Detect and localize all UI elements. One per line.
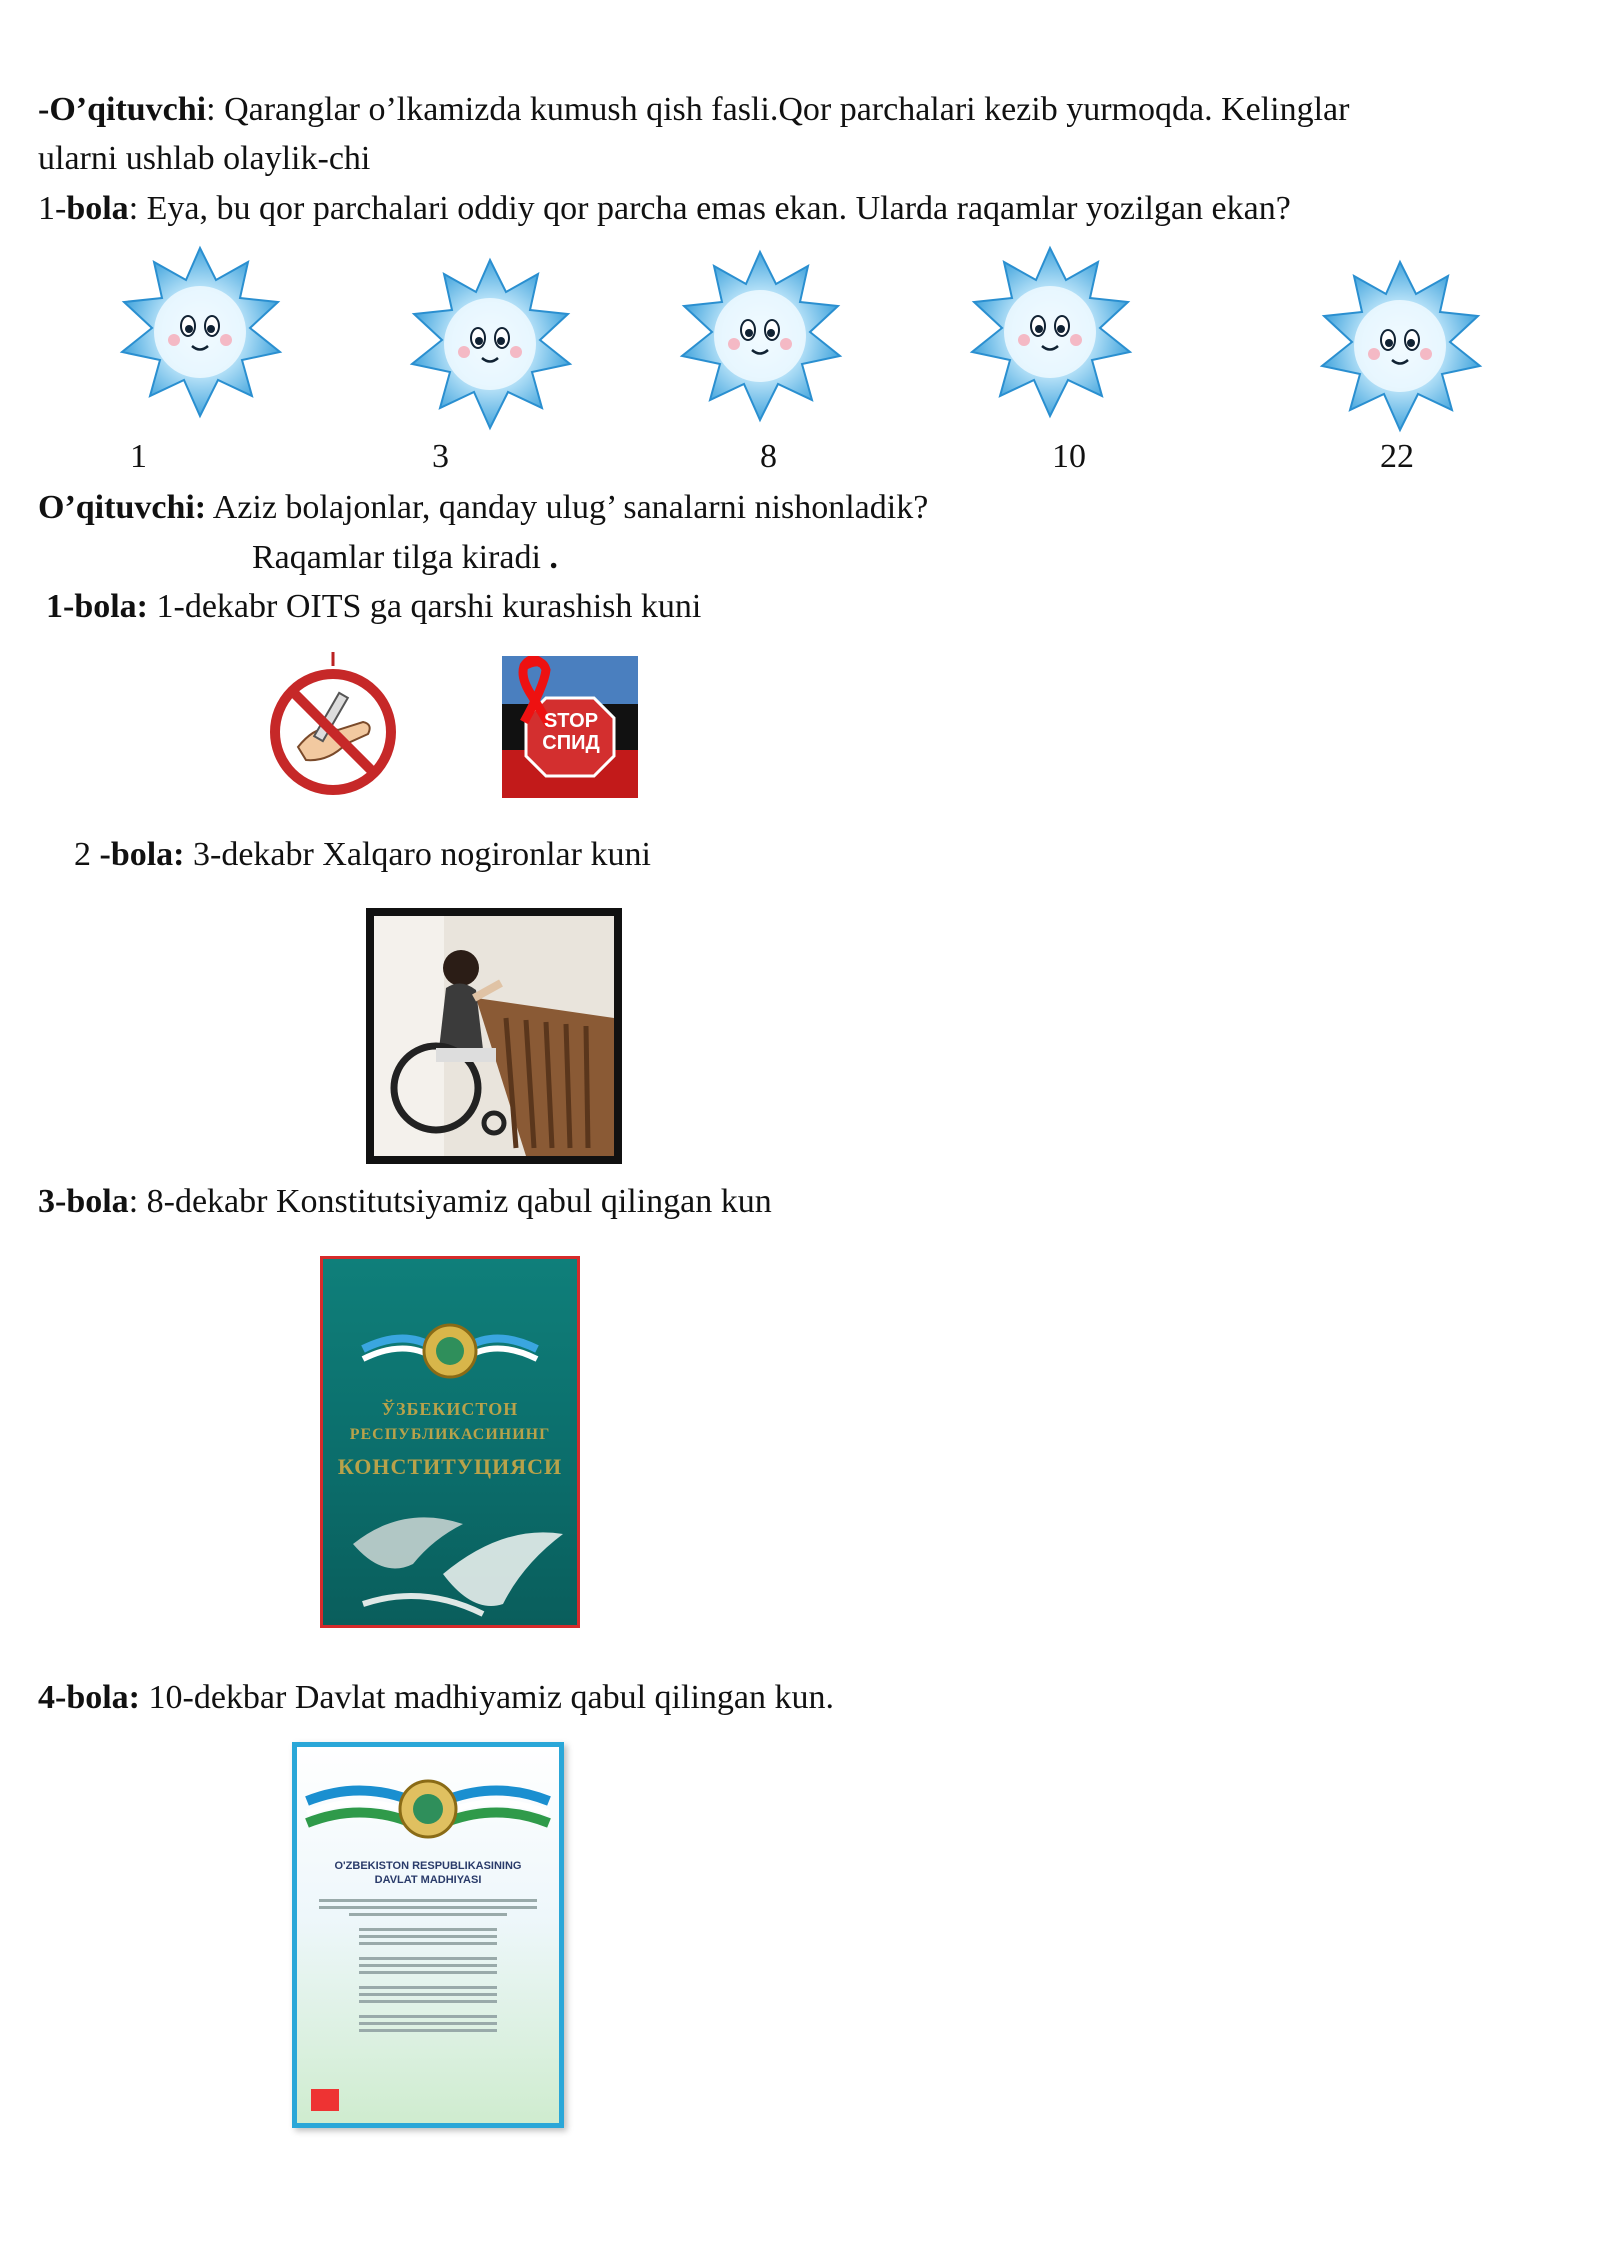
emblem-icon	[323, 1289, 577, 1409]
speaker-teacher: O’qituvchi:	[38, 489, 207, 526]
speaker-teacher: -O’qituvchi	[38, 91, 207, 128]
teacher-intro-line-1: -O’qituvchi: Qaranglar o’lkamizda kumush qish fasli.Qor parchalari kezib yurmoqda. Kelinglar	[38, 91, 1350, 128]
speaker-child: 4-bola:	[38, 1679, 140, 1716]
flag-emblem-icon	[297, 1761, 559, 1851]
child-line-aids-day: 1-bola: 1-dekabr OITS ga qarshi kurashish kuni	[46, 588, 702, 625]
teacher-question-line-1: O’qituvchi: Aziz bolajonlar, qanday ulug’ sanalarni nishonladik?	[38, 489, 929, 526]
teacher-intro-line-2: ularni ushlab olaylik-chi	[38, 140, 371, 177]
snowflake-number: 10	[1052, 438, 1086, 475]
constitution-title: ЎЗБЕКИСТОН РЕСПУБЛИКАСИНИНГ КОНСТИТУЦИЯСИ	[337, 1399, 563, 1479]
speaker-child: -bola:	[99, 836, 185, 873]
constitution-book-cover	[320, 1256, 580, 1628]
speaker-child: 1-bola:	[46, 588, 148, 625]
snowflake-icon	[1308, 254, 1493, 439]
snowflake-number: 8	[760, 438, 777, 475]
snowflake-icon	[668, 244, 853, 429]
anthem-title: O'ZBEKISTON RESPUBLIKASINING DAVLAT MADHIYASI	[334, 1860, 522, 1886]
publisher-logo-icon	[311, 2089, 339, 2111]
speaker-child: bola	[66, 190, 129, 227]
birds-artwork	[323, 1484, 577, 1624]
child-line-disability-day: 2 -bola: 3-dekabr Xalqaro nogironlar kuni	[74, 836, 651, 873]
snowflake-icon	[398, 252, 583, 437]
speaker-child: 3-bola	[38, 1183, 129, 1220]
child-line-anthem-day: 4-bola: 10-dekbar Davlat madhiyamiz qabul qilingan kun.	[38, 1679, 834, 1716]
teacher-question-line-2: Raqamlar tilga kiradi .	[252, 539, 558, 576]
snowflake-icon	[958, 240, 1143, 425]
no-drugs-sign-icon	[268, 652, 398, 797]
anthem-lyrics-block	[319, 1895, 537, 2036]
snowflake-icon	[108, 240, 293, 425]
snowflake-number: 22	[1380, 438, 1414, 475]
child-line-constitution-day: 3-bola: 8-dekabr Konstitutsiyamiz qabul qilingan kun	[38, 1183, 772, 1220]
child1-question: 1-bola: Eya, bu qor parchalari oddiy qor parcha emas ekan. Ularda raqamlar yozilgan ekan?	[38, 190, 1291, 227]
stop-sign-text: STOP СПИД	[542, 710, 600, 754]
anthem-poster	[292, 1742, 564, 2128]
wheelchair-photo	[366, 908, 622, 1164]
snowflake-number: 3	[432, 438, 449, 475]
snowflake-number: 1	[130, 438, 147, 475]
